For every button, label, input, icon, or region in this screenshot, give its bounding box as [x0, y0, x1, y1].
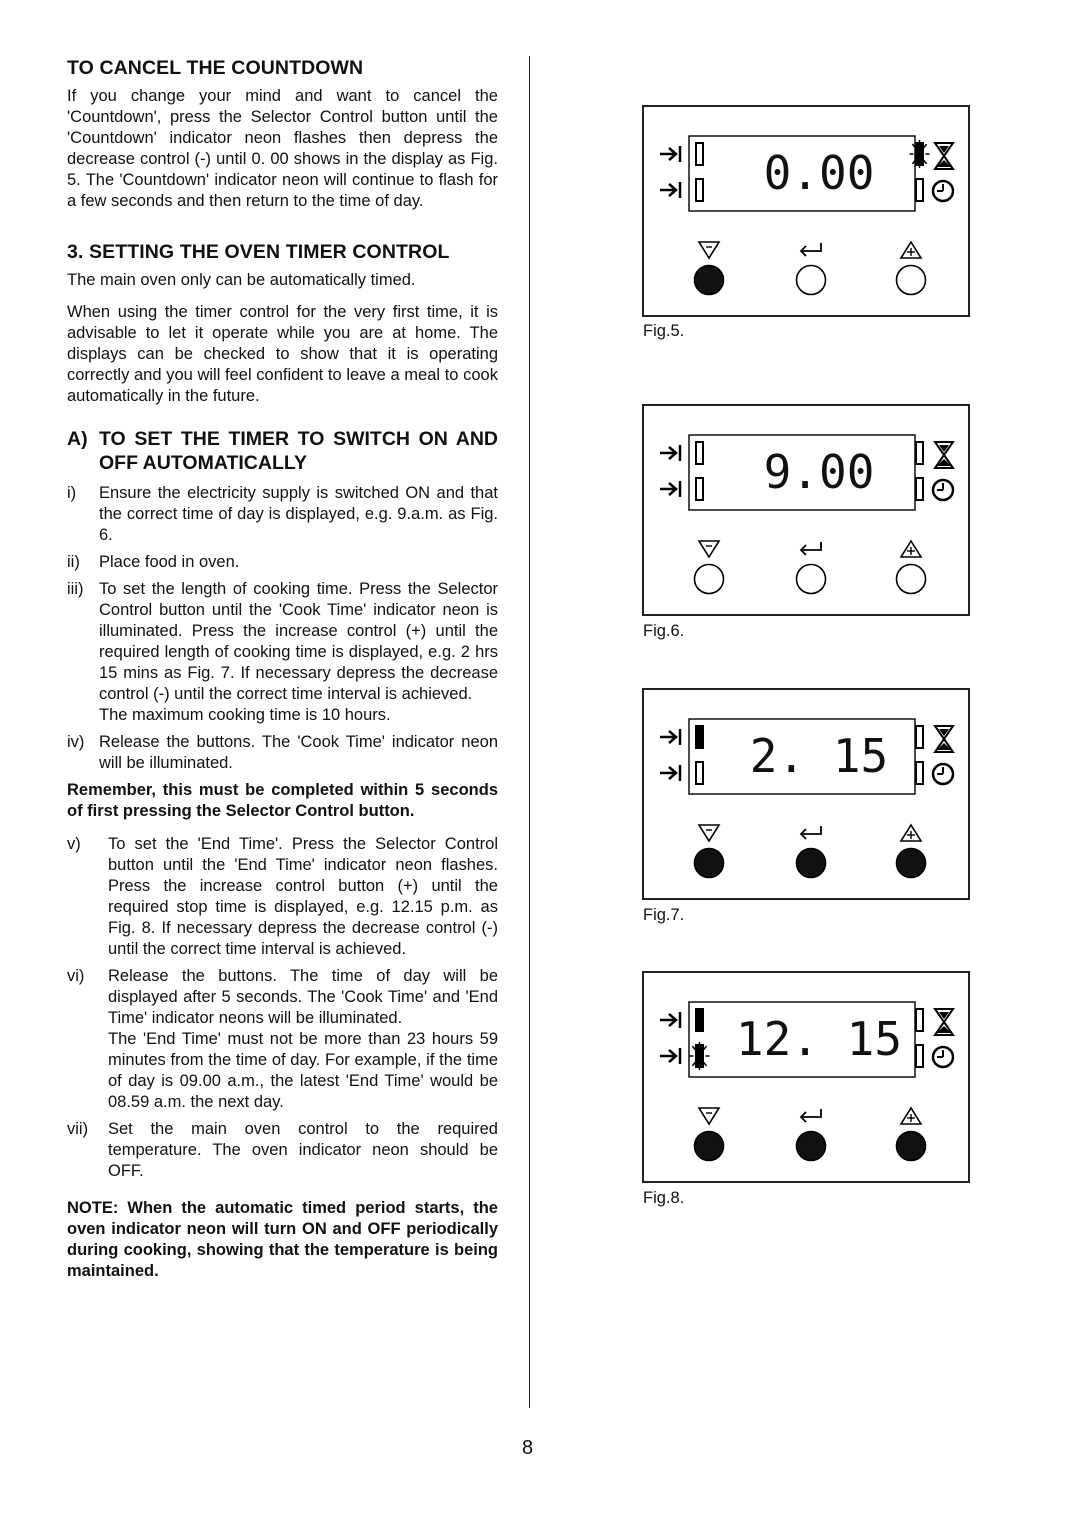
clock-neon	[916, 1045, 923, 1067]
cook-time-neon	[696, 726, 703, 748]
clock-neon	[916, 762, 923, 784]
list-item	[67, 579, 498, 726]
decrease-button	[695, 849, 724, 878]
remember-note: Remember, this must be completed within 5 seconds of first pressing the Selector Control button.	[67, 781, 498, 820]
cook-time-icon	[660, 729, 680, 745]
cook-time-icon	[660, 1012, 680, 1028]
step-text: Ensure the electricity supply is switched ON and that the correct time of day is displayed, e.g. 9.a.m. as Fig. 6.	[99, 484, 498, 544]
fig-label: Fig.7.	[643, 906, 685, 924]
countdown-neon	[916, 1009, 923, 1031]
heading-setting-oven-timer: 3. SETTING THE OVEN TIMER CONTROL	[67, 241, 450, 263]
selector-symbol-icon	[801, 826, 821, 839]
paragraph-cancel-countdown: If you change your mind and want to cancel the 'Countdown', press the Selector Control button until the 'Countdown' indicator neon flashes then depress the decrease control (-) until 0. 00 shows in the display as Fig. 5. The 'Countdown' indicator neon will continue to flash for a few seconds and then return to the time of day.	[67, 87, 498, 210]
step-number: ii)	[67, 553, 80, 571]
time-display-reading: 12. 15	[735, 1012, 903, 1066]
selector-button	[797, 849, 826, 878]
steps-list-continued	[67, 834, 498, 1182]
note-temperature: NOTE: When the automatic timed period starts, the oven indicator neon will turn ON and OFF periodically during cooking, showing that the temperature is being maintained.	[67, 1199, 498, 1280]
cook-time-neon	[696, 442, 703, 464]
clock-icon	[933, 764, 953, 784]
page-number: 8	[522, 1437, 534, 1459]
decrease-button	[695, 266, 724, 295]
end-time-neon	[696, 478, 703, 500]
selector-symbol-icon	[801, 542, 821, 555]
countdown-neon	[916, 442, 923, 464]
clock-icon	[933, 181, 953, 201]
step-extra-text: The 'End Time' must not be more than 23 hours 59 minutes from the time of day. For example, if the time of day is 09.00 a.m., the latest 'End Time' would be 08.59 a.m. the next day.	[108, 1030, 498, 1111]
countdown-neon	[916, 726, 923, 748]
fig-label: Fig.8.	[643, 1189, 685, 1207]
end-time-icon	[660, 765, 680, 781]
end-time-icon	[660, 1048, 680, 1064]
left-column	[67, 56, 498, 1294]
step-text: Release the buttons. The time of day will be displayed after 5 seconds. The 'Cook Time' and 'End Time' indicator neons will be illuminated.	[108, 967, 498, 1027]
paragraph-main-oven: The main oven only can be automatically timed.	[67, 271, 416, 289]
selector-symbol-icon	[801, 1109, 821, 1122]
subheading-auto-timer	[67, 427, 498, 475]
time-display-reading: 0.00	[763, 146, 875, 200]
step-number: vii)	[67, 1120, 89, 1138]
end-time-neon	[696, 179, 703, 201]
increase-symbol-icon	[901, 825, 921, 841]
step-number: iv)	[67, 733, 85, 751]
end-time-icon	[660, 481, 680, 497]
decrease-symbol-icon	[699, 1108, 719, 1124]
countdown-neon	[910, 140, 930, 168]
hourglass-icon	[935, 442, 953, 468]
increase-symbol-icon	[901, 242, 921, 258]
steps-list	[67, 483, 498, 774]
step-number: v)	[67, 835, 81, 853]
step-number: iii)	[67, 580, 84, 598]
time-display-reading: 2. 15	[749, 729, 889, 783]
selector-button	[797, 1132, 826, 1161]
fig-panel	[642, 971, 970, 1183]
paragraph-first-time: When using the timer control for the very first time, it is advisable to let it operate while you are at home. The displays can be checked to show that it is operating correctly and you will feel confident to leave a meal to cook automatically in the future.	[67, 303, 498, 405]
fig-panel	[642, 688, 970, 900]
subheading-number: A)	[67, 428, 88, 450]
fig-label: Fig.6.	[643, 622, 685, 640]
timer-panel-graphic	[644, 690, 972, 902]
step-extra-text: The maximum cooking time is 10 hours.	[99, 706, 391, 724]
list-item	[67, 1119, 498, 1182]
timer-panel-graphic	[644, 973, 972, 1185]
end-time-icon	[660, 182, 680, 198]
increase-button	[897, 565, 926, 594]
step-text: Release the buttons. The 'Cook Time' indicator neon will be illuminated.	[99, 733, 498, 772]
increase-button	[897, 266, 926, 295]
decrease-button	[695, 565, 724, 594]
fig-label: Fig.5.	[643, 322, 685, 340]
time-display-reading: 9.00	[763, 445, 875, 499]
selector-symbol-icon	[801, 243, 821, 256]
step-text: To set the length of cooking time. Press the Selector Control button until the 'Cook Time' indicator neon is illuminated. Press the increase control (+) until the required length of cooking time is displayed, e.g. 2 hrs 15 mins as Fig. 7. If necessary depress the decrease control (-) until the correct time interval is achieved.	[99, 580, 498, 703]
end-time-neon	[690, 1042, 710, 1070]
decrease-symbol-icon	[699, 541, 719, 557]
hourglass-icon	[935, 1009, 953, 1035]
heading-cancel-countdown: TO CANCEL THE COUNTDOWN	[67, 57, 364, 79]
list-item	[67, 966, 498, 1113]
cook-time-neon	[696, 143, 703, 165]
timer-panel-graphic	[644, 107, 972, 319]
increase-symbol-icon	[901, 541, 921, 557]
list-item	[67, 732, 498, 774]
list-item	[67, 483, 498, 546]
increase-button	[897, 1132, 926, 1161]
column-divider	[529, 56, 530, 1408]
hourglass-icon	[935, 143, 953, 169]
end-time-neon	[696, 762, 703, 784]
cook-time-icon	[660, 445, 680, 461]
timer-panel-graphic	[644, 406, 972, 618]
cook-time-neon	[696, 1009, 703, 1031]
decrease-symbol-icon	[699, 825, 719, 841]
clock-neon	[916, 179, 923, 201]
clock-icon	[933, 1047, 953, 1067]
step-number: i)	[67, 484, 77, 502]
selector-button	[797, 565, 826, 594]
fig-panel	[642, 105, 970, 317]
step-text: Set the main oven control to the required temperature. The oven indicator neon should be OFF.	[108, 1120, 498, 1180]
increase-button	[897, 849, 926, 878]
list-item	[67, 834, 498, 960]
selector-button	[797, 266, 826, 295]
fig-panel	[642, 404, 970, 616]
clock-icon	[933, 480, 953, 500]
cook-time-icon	[660, 146, 680, 162]
decrease-button	[695, 1132, 724, 1161]
step-number: vi)	[67, 967, 85, 985]
decrease-symbol-icon	[699, 242, 719, 258]
step-text: To set the 'End Time'. Press the Selector Control button until the 'End Time' indicator neon flashes. Press the increase control button (+) until the required stop time is displayed, e.g. 12.15 p.m. as Fig. 8. If necessary depress the decrease control (-) until the correct time interval is achieved.	[108, 835, 498, 958]
increase-symbol-icon	[901, 1108, 921, 1124]
hourglass-icon	[935, 726, 953, 752]
subheading-text: TO SET THE TIMER TO SWITCH ON AND OFF AUTOMATICALLY	[99, 428, 498, 474]
step-text: Place food in oven.	[99, 553, 240, 571]
clock-neon	[916, 478, 923, 500]
list-item	[67, 552, 498, 573]
